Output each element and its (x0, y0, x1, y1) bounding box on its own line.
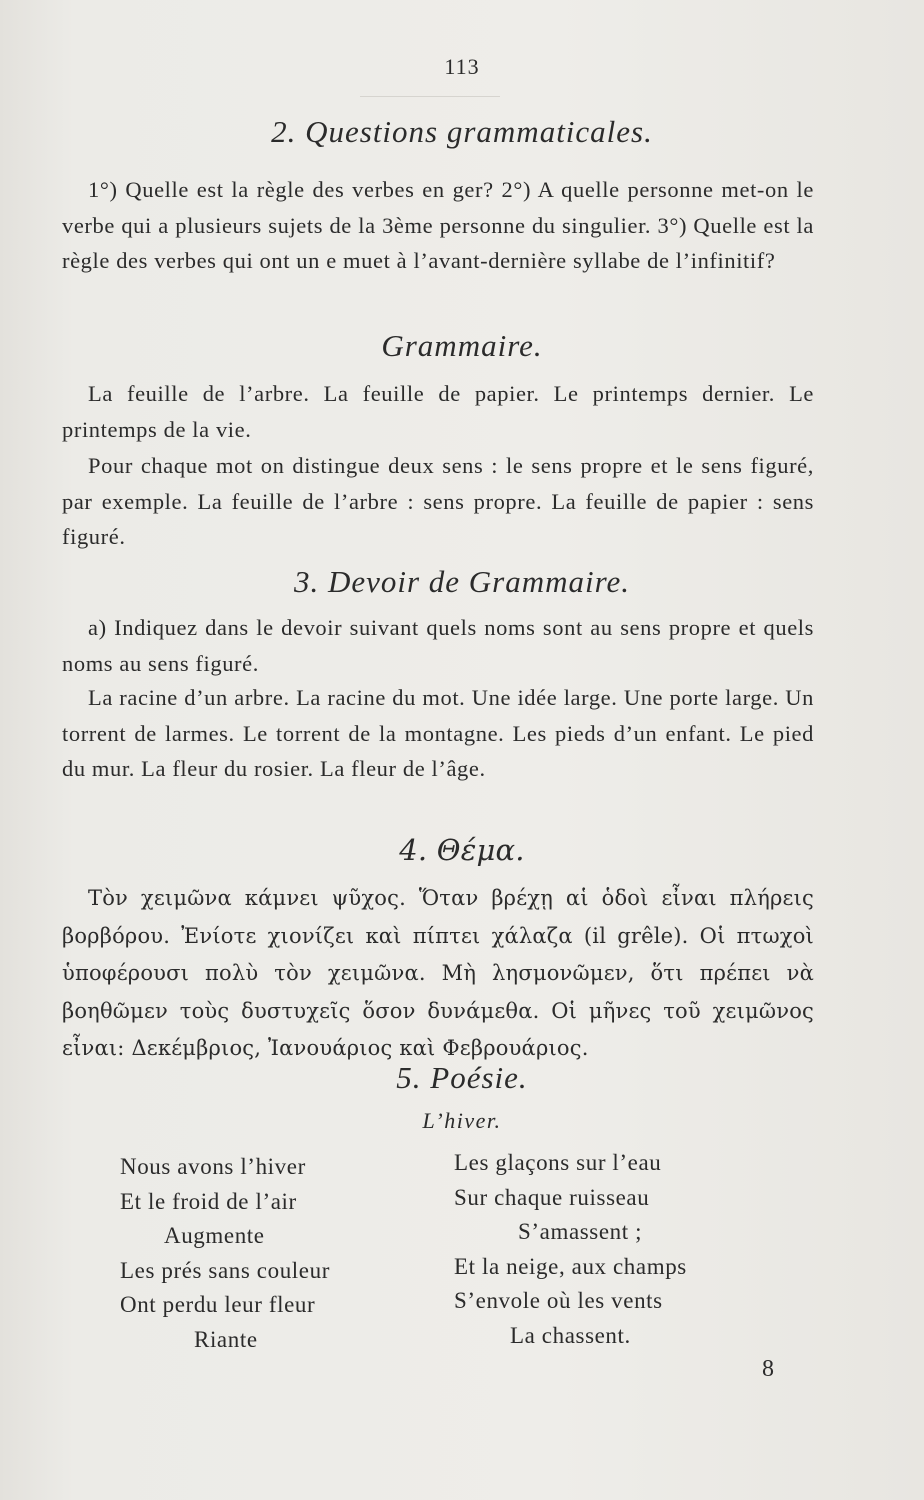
poem-line: S’amassent ; (518, 1219, 643, 1244)
poem-line: Sur chaque ruisseau (454, 1184, 650, 1210)
grammar-paragraph-1 (62, 376, 814, 447)
grammar-paragraph-2 (62, 448, 814, 555)
poem-line: S’envole où les vents (454, 1288, 663, 1313)
poem-line: La chassent. (510, 1322, 631, 1348)
section-3-instruction-text: a) Indiquez dans le devoir suivant quels noms sont au sens propre et quels noms au sens figuré. (62, 615, 814, 676)
page-number: 113 (444, 54, 480, 79)
poem-right-column (454, 1146, 687, 1353)
section-4-text: Τὸν χειμῶνα κάμνει ψῦχος. Ὅταν βρέχῃ αἱ ὁδοὶ εἶναι πλήρεις βορβόρου. Ἐνίοτε χιονίζει καὶ πίπτει χάλαζα (il grêle). Οἱ πτωχοὶ ὑποφέρουσι πολὺ τὸν χειμῶνα. Μὴ λησμονῶμεν, ὅτι πρέπει νὰ βοηθῶμεν τοὺς δυστυχεῖς ὅσον δυνάμεθα. Οἱ μῆνες τοῦ χειμῶνος εἶναι: Δεκέμβριος, Ἰανουάριος καὶ Φεβρουάριος. (62, 886, 814, 1060)
grammar-heading: Grammaire. (381, 328, 543, 363)
section-3-exercise-text: La racine d’un arbre. La racine du mot. Une idée large. Une porte large. Un torrent de larmes. Le torrent de la montagne. Les pieds d’un enfant. Le pied du mur. La fleur du rosier. La fleur de l’âge. (62, 685, 814, 781)
section-2-text: 1°) Quelle est la règle des verbes en ger? 2°) A quelle personne met-on le verbe qui a plusieurs sujets de la 3ème personne du singulier. 3°) Quelle est la règle des verbes qui ont un e muet à l’avant-dernière syllabe de l’infinitif? (62, 177, 814, 273)
section-4-heading: 4. Θέμα. (399, 833, 525, 867)
poem-left-column (120, 1150, 330, 1357)
poem-line: Les prés sans couleur (120, 1257, 330, 1283)
signature-mark: 8 (762, 1356, 774, 1382)
poem-line: Les glaçons sur l’eau (454, 1150, 662, 1175)
section-4-greek-text (62, 880, 814, 1068)
poem-line: Augmente (164, 1223, 265, 1248)
section-5-heading: 5. Poésie. (396, 1060, 528, 1095)
poem-line: Et la neige, aux champs (454, 1253, 687, 1279)
section-3-instruction (62, 610, 814, 681)
section-2-heading: 2. Questions grammaticales. (271, 114, 653, 149)
poem-line: Ont perdu leur fleur (120, 1292, 316, 1317)
header-divider (360, 96, 500, 97)
section-3-heading: 3. Devoir de Grammaire. (293, 564, 631, 599)
poem-line: Et le froid de l’air (120, 1188, 297, 1214)
poem-title: L’hiver. (422, 1108, 502, 1133)
section-3-exercise (62, 680, 814, 787)
grammar-p2-text: Pour chaque mot on distingue deux sens : le sens propre et le sens figuré, par exemple. La feuille de l’arbre : sens propre. La feuille de papier : sens figuré. (62, 453, 814, 549)
section-2-questions (62, 172, 814, 279)
grammar-p1-text: La feuille de l’arbre. La feuille de papier. Le printemps dernier. Le printemps de la vie. (62, 381, 814, 442)
poem-line: Nous avons l’hiver (120, 1154, 306, 1179)
poem-line: Riante (194, 1326, 258, 1352)
